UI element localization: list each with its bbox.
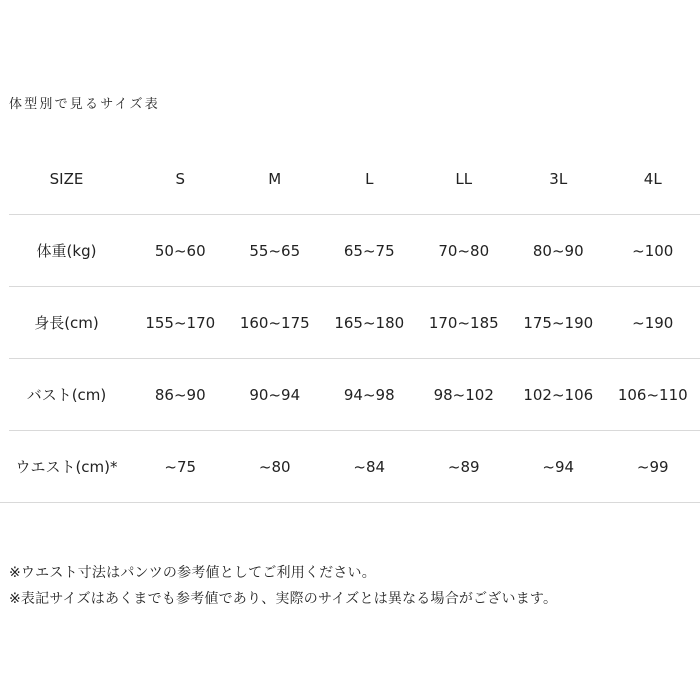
- table-cell: ~94: [511, 431, 606, 503]
- table-cell: 55~65: [228, 215, 323, 287]
- table-cell: 175~190: [511, 287, 606, 359]
- table-cell: L: [322, 143, 417, 215]
- table-cell: 65~75: [322, 215, 417, 287]
- table-cell: 102~106: [511, 359, 606, 431]
- table-cell: 155~170: [133, 287, 228, 359]
- table-cell: 94~98: [322, 359, 417, 431]
- table-cell: 86~90: [133, 359, 228, 431]
- table-cell: 50~60: [133, 215, 228, 287]
- table-cell: LL: [417, 143, 512, 215]
- table-cell: ウエスト(cm)*: [0, 431, 133, 503]
- divider-inset: [0, 429, 9, 431]
- table-cell: ~99: [606, 431, 700, 503]
- table-row: [0, 359, 700, 431]
- table-header-row: [0, 143, 700, 215]
- table-cell: 98~102: [417, 359, 512, 431]
- table-cell: 80~90: [511, 215, 606, 287]
- table-cell: 165~180: [322, 287, 417, 359]
- table-cell: M: [228, 143, 323, 215]
- table-row: [0, 431, 700, 503]
- table-cell: 4L: [606, 143, 700, 215]
- table-cell: 体重(kg): [0, 215, 133, 287]
- divider-inset: [0, 357, 9, 359]
- table-cell: ~89: [417, 431, 512, 503]
- table-cell: S: [133, 143, 228, 215]
- table-row: [0, 287, 700, 359]
- table-cell: ~84: [322, 431, 417, 503]
- table-cell: ~80: [228, 431, 323, 503]
- table-cell: 106~110: [606, 359, 700, 431]
- note-line: ※表記サイズはあくまでも参考値であり、実際のサイズとは異なる場合がございます。: [9, 591, 558, 607]
- table-cell: バスト(cm): [0, 359, 133, 431]
- divider-inset: [0, 285, 9, 287]
- size-chart-table: [0, 143, 700, 503]
- table-cell: SIZE: [0, 143, 133, 215]
- notes-block: [9, 560, 557, 612]
- table-cell: 90~94: [228, 359, 323, 431]
- divider-inset: [0, 500, 9, 502]
- divider-inset: [0, 213, 9, 215]
- table-cell: 70~80: [417, 215, 512, 287]
- page-title: 体型別で見るサイズ表: [9, 97, 160, 112]
- table-cell: 身長(cm): [0, 287, 133, 359]
- table-cell: ~100: [606, 215, 700, 287]
- table-cell: ~75: [133, 431, 228, 503]
- note-line: ※ウエスト寸法はパンツの参考値としてご利用ください。: [9, 565, 376, 581]
- table-cell: 170~185: [417, 287, 512, 359]
- table-cell: ~190: [606, 287, 700, 359]
- table-cell: 160~175: [228, 287, 323, 359]
- table-cell: 3L: [511, 143, 606, 215]
- table-row: [0, 215, 700, 287]
